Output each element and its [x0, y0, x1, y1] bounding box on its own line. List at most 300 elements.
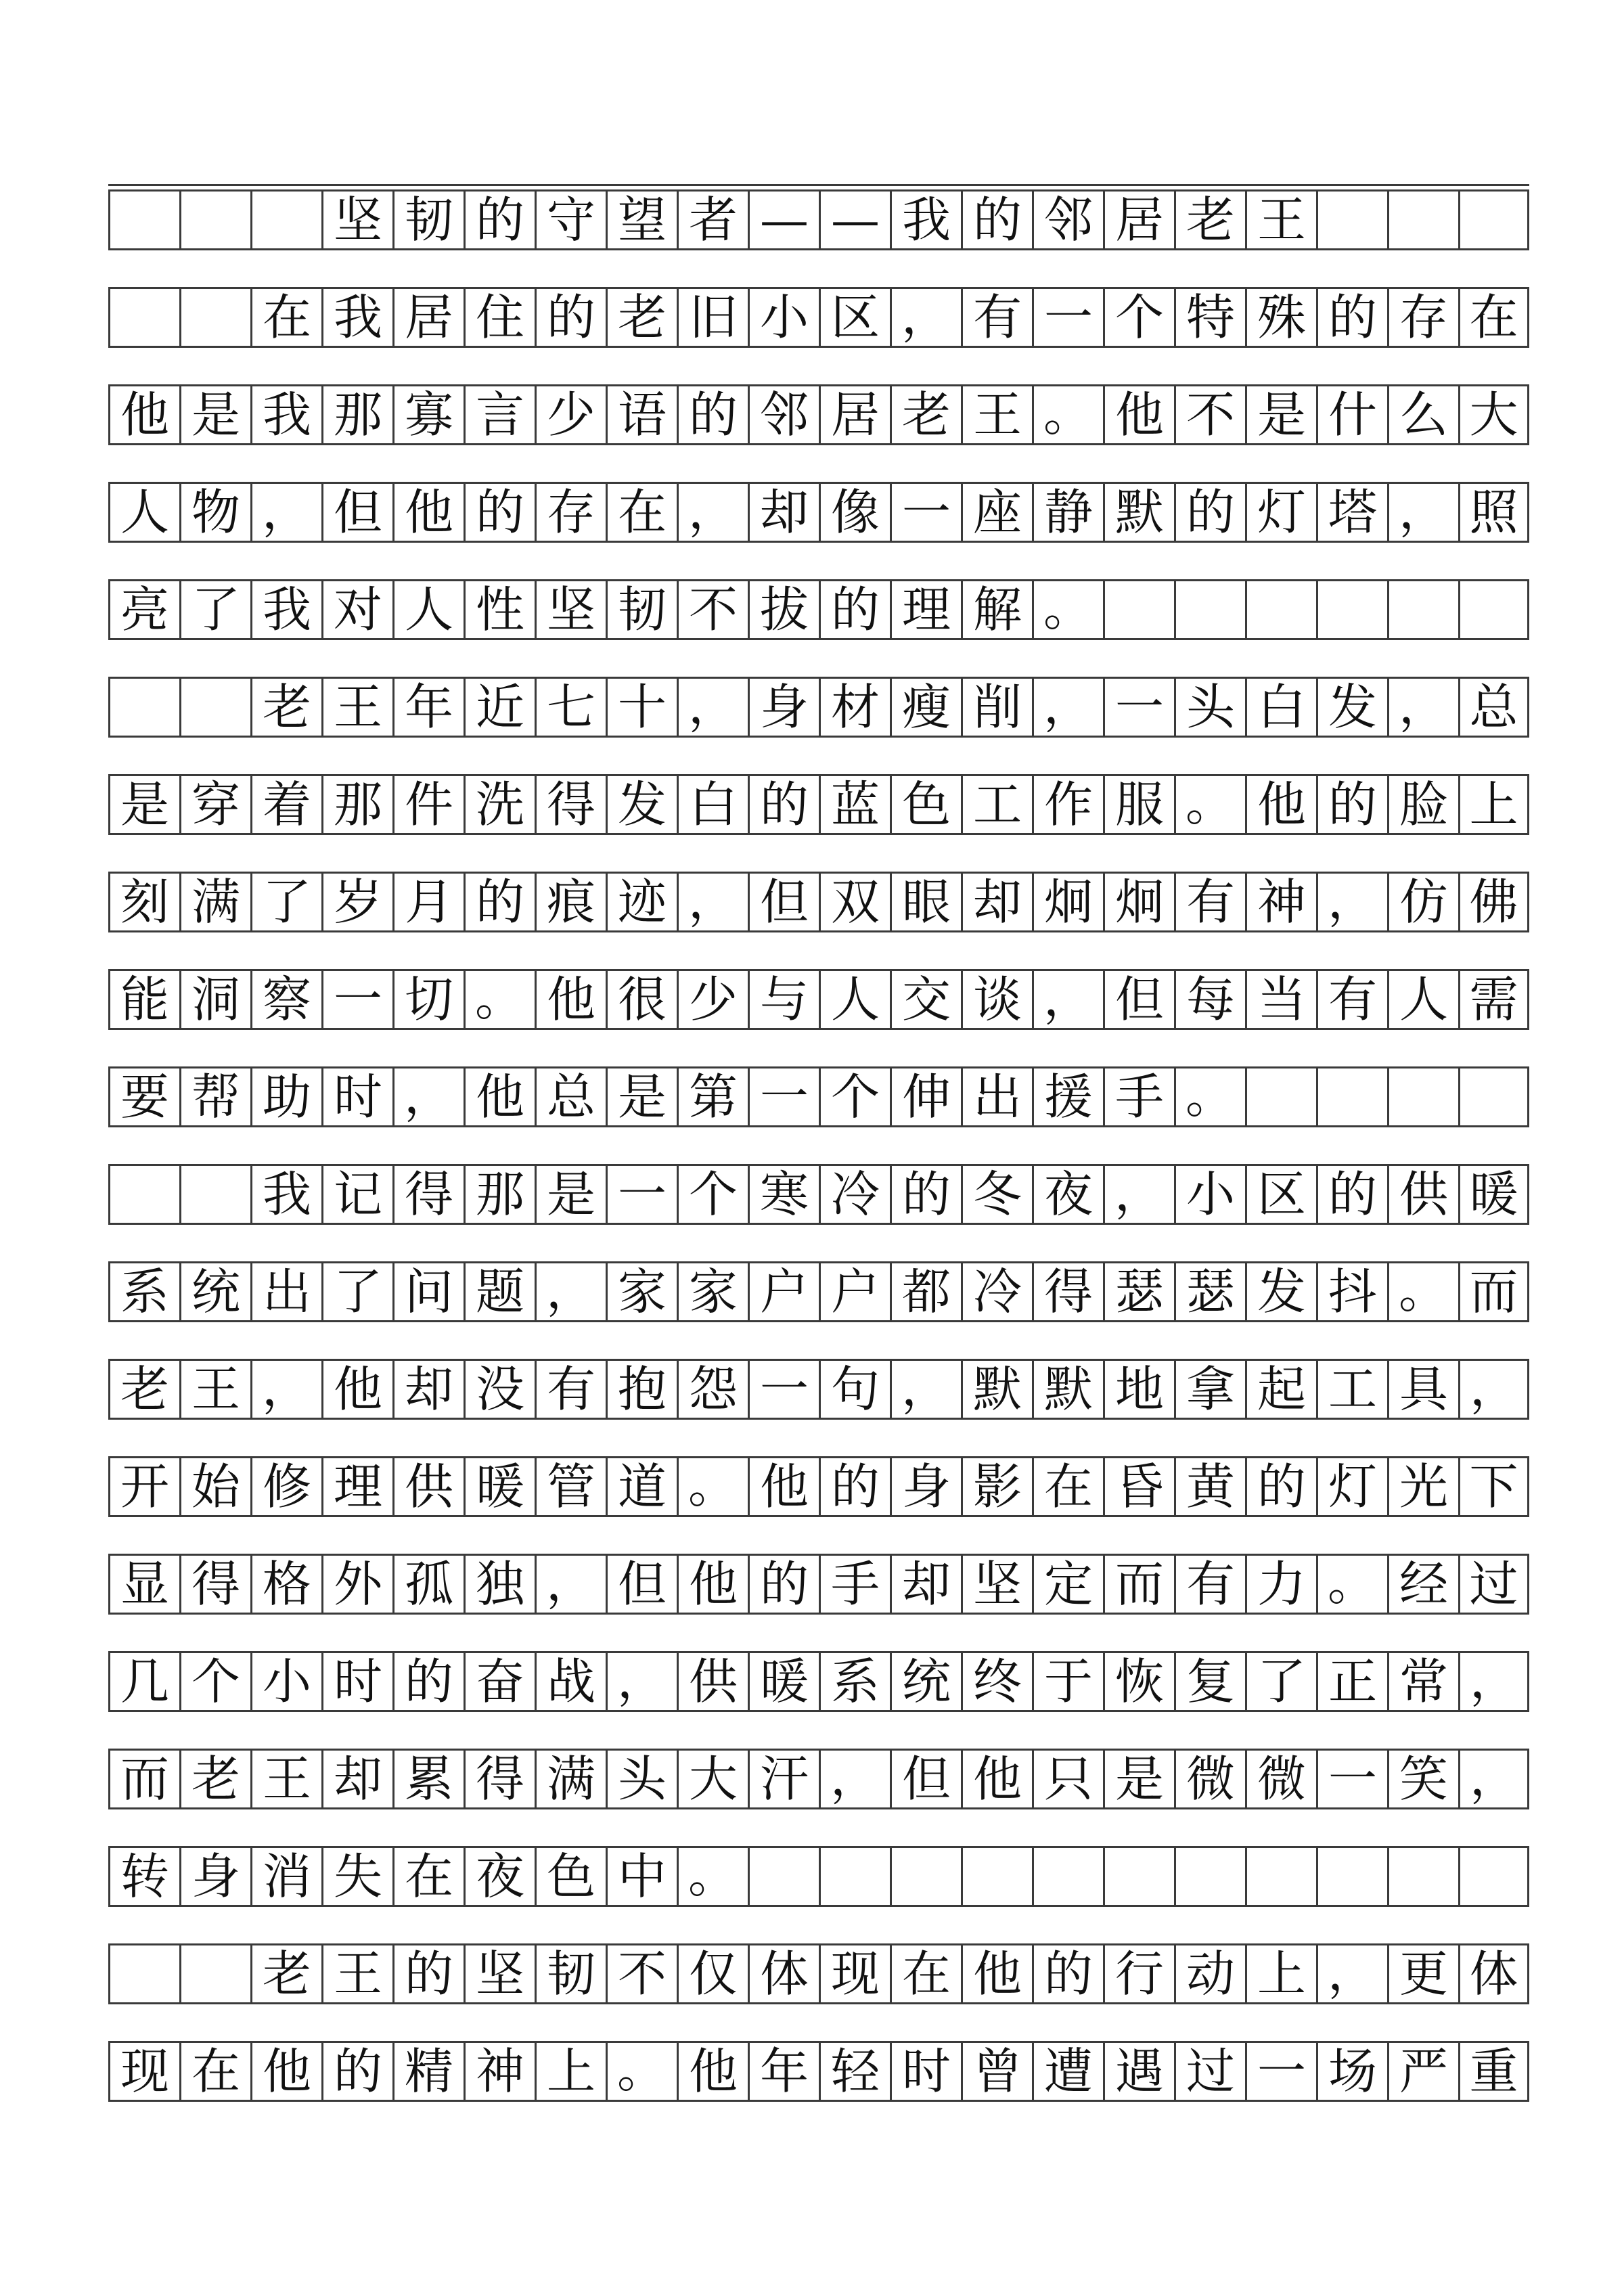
grid-cell: 居 — [392, 289, 464, 346]
grid-cell: 了 — [1245, 1653, 1316, 1710]
grid-cell: 岁 — [321, 874, 392, 930]
grid-cell: 上 — [535, 2043, 606, 2100]
grid-cell: 一 — [1316, 1751, 1387, 1807]
grid-cell: 个 — [819, 1068, 890, 1125]
grid-cell: 恢 — [1103, 1653, 1174, 1710]
grid-cell: 夜 — [1032, 1166, 1103, 1223]
grid-cell: 王 — [321, 1945, 392, 2002]
grid-cell: 怨 — [677, 1361, 748, 1418]
grid-cell: 身 — [748, 679, 819, 736]
grid-cell: ， — [392, 1068, 464, 1125]
grid-cell: ， — [677, 679, 748, 736]
grid-cell: 现 — [108, 2043, 179, 2100]
grid-cell: ， — [1316, 874, 1387, 930]
grid-cell: 瑟 — [1103, 1263, 1174, 1320]
grid-cell: 灯 — [1245, 484, 1316, 541]
grid-cell: 谈 — [961, 971, 1032, 1028]
grid-cell: 。 — [677, 1848, 748, 1905]
empty-grid-cell — [1174, 1848, 1245, 1905]
grid-cell: 月 — [392, 874, 464, 930]
grid-cell: 存 — [1387, 289, 1458, 346]
grid-cell: 头 — [1174, 679, 1245, 736]
grid-cell: 小 — [250, 1653, 321, 1710]
grid-cell: 身 — [179, 1848, 250, 1905]
grid-cell: 痕 — [535, 874, 606, 930]
grid-cell: 却 — [748, 484, 819, 541]
grid-cell: 夜 — [464, 1848, 535, 1905]
grid-cell: 十 — [606, 679, 677, 736]
grid-cell: 件 — [392, 776, 464, 833]
grid-cell: 一 — [1245, 2043, 1316, 2100]
grid-cell: 黄 — [1174, 1458, 1245, 1515]
grid-cell: 的 — [677, 386, 748, 443]
grid-cell: ， — [890, 1361, 961, 1418]
grid-cell: 很 — [606, 971, 677, 1028]
grid-cell: 曾 — [961, 2043, 1032, 2100]
empty-grid-cell — [108, 1945, 179, 2002]
grid-cell: 在 — [1032, 1458, 1103, 1515]
grid-cell: 默 — [1032, 1361, 1103, 1418]
grid-cell: 个 — [1103, 289, 1174, 346]
grid-cell: 管 — [535, 1458, 606, 1515]
grid-cell: 寒 — [748, 1166, 819, 1223]
text-row — [108, 677, 1529, 738]
grid-cell: 时 — [321, 1068, 392, 1125]
grid-cell: 暖 — [464, 1458, 535, 1515]
grid-cell: — — [748, 192, 819, 248]
grid-cell: 失 — [321, 1848, 392, 1905]
grid-cell: 炯 — [1103, 874, 1174, 930]
grid-cell: 个 — [677, 1166, 748, 1223]
grid-cell: 默 — [1103, 484, 1174, 541]
grid-cell: 韧 — [535, 1945, 606, 2002]
text-row — [108, 1749, 1529, 1809]
grid-cell: ， — [1032, 971, 1103, 1028]
grid-cell: 抱 — [606, 1361, 677, 1418]
grid-cell: 统 — [890, 1653, 961, 1710]
grid-cell: 在 — [179, 2043, 250, 2100]
grid-cell: 仅 — [677, 1945, 748, 2002]
grid-cell: 的 — [890, 1166, 961, 1223]
empty-grid-cell — [1245, 1068, 1316, 1125]
empty-grid-cell — [179, 1945, 250, 2002]
grid-cell: 记 — [321, 1166, 392, 1223]
grid-cell: 迹 — [606, 874, 677, 930]
grid-cell: 要 — [108, 1068, 179, 1125]
grid-cell: 佛 — [1458, 874, 1529, 930]
grid-cell: ， — [250, 484, 321, 541]
grid-cell: 抖 — [1316, 1263, 1387, 1320]
grid-cell: 家 — [606, 1263, 677, 1320]
grid-cell: 严 — [1387, 2043, 1458, 2100]
grid-cell: 王 — [961, 386, 1032, 443]
grid-cell: 系 — [108, 1263, 179, 1320]
grid-cell: 。 — [1316, 1556, 1387, 1613]
empty-grid-cell — [250, 192, 321, 248]
text-row — [108, 872, 1529, 932]
grid-cell: 的 — [748, 776, 819, 833]
grid-cell: 那 — [464, 1166, 535, 1223]
empty-grid-cell — [1245, 581, 1316, 638]
grid-cell: 一 — [890, 484, 961, 541]
grid-cell: 手 — [819, 1556, 890, 1613]
grid-cell: 他 — [961, 1945, 1032, 2002]
empty-grid-cell — [1458, 192, 1529, 248]
grid-cell: 但 — [321, 484, 392, 541]
grid-cell: 刻 — [108, 874, 179, 930]
grid-cell: 那 — [321, 776, 392, 833]
grid-cell: 言 — [464, 386, 535, 443]
grid-cell: 少 — [677, 971, 748, 1028]
grid-cell: 人 — [1387, 971, 1458, 1028]
grid-cell: 的 — [464, 874, 535, 930]
grid-cell: 更 — [1387, 1945, 1458, 2002]
grid-cell: 工 — [1316, 1361, 1387, 1418]
grid-cell: 有 — [1174, 874, 1245, 930]
grid-cell: 伸 — [890, 1068, 961, 1125]
grid-cell: 暖 — [1458, 1166, 1529, 1223]
grid-cell: 体 — [748, 1945, 819, 2002]
grid-cell: 修 — [250, 1458, 321, 1515]
grid-cell: 他 — [677, 2043, 748, 2100]
grid-top-line — [108, 184, 1529, 186]
empty-grid-cell — [179, 1166, 250, 1223]
grid-cell: 显 — [108, 1556, 179, 1613]
empty-grid-cell — [1174, 581, 1245, 638]
grid-cell: 的 — [464, 192, 535, 248]
grid-cell: 守 — [535, 192, 606, 248]
grid-cell: 独 — [464, 1556, 535, 1613]
grid-cell: 遇 — [1103, 2043, 1174, 2100]
empty-grid-cell — [1458, 581, 1529, 638]
grid-cell: 动 — [1174, 1945, 1245, 2002]
grid-cell: 察 — [250, 971, 321, 1028]
grid-cell: 人 — [108, 484, 179, 541]
text-row — [108, 2041, 1529, 2102]
grid-cell: 他 — [392, 484, 464, 541]
grid-cell: 体 — [1458, 1945, 1529, 2002]
grid-cell: 住 — [464, 289, 535, 346]
grid-cell: ， — [1387, 679, 1458, 736]
text-row — [108, 482, 1529, 543]
grid-cell: 年 — [392, 679, 464, 736]
grid-cell: ， — [1032, 679, 1103, 736]
grid-cell: 都 — [890, 1263, 961, 1320]
grid-cell: 常 — [1387, 1653, 1458, 1710]
grid-cell: 我 — [250, 386, 321, 443]
empty-grid-cell — [819, 1848, 890, 1905]
grid-cell: 在 — [890, 1945, 961, 2002]
empty-grid-cell — [1387, 1068, 1458, 1125]
grid-cell: 轻 — [819, 2043, 890, 2100]
grid-cell: 。 — [606, 2043, 677, 2100]
grid-cell: 场 — [1316, 2043, 1387, 2100]
grid-cell: 每 — [1174, 971, 1245, 1028]
grid-cell: 他 — [1245, 776, 1316, 833]
empty-grid-cell — [108, 679, 179, 736]
grid-cell: 但 — [1103, 971, 1174, 1028]
grid-cell: 的 — [1245, 1458, 1316, 1515]
grid-cell: 默 — [961, 1361, 1032, 1418]
grid-cell: 老 — [179, 1751, 250, 1807]
grid-cell: 。 — [1032, 386, 1103, 443]
grid-cell: 笑 — [1387, 1751, 1458, 1807]
grid-cell: 座 — [961, 484, 1032, 541]
grid-cell: 王 — [1245, 192, 1316, 248]
grid-cell: 那 — [321, 386, 392, 443]
grid-cell: 他 — [321, 1361, 392, 1418]
grid-cell: 韧 — [606, 581, 677, 638]
grid-cell: 。 — [1174, 1068, 1245, 1125]
empty-grid-cell — [1387, 1848, 1458, 1905]
grid-cell: 双 — [819, 874, 890, 930]
grid-cell: 坚 — [464, 1945, 535, 2002]
grid-cell: 微 — [1245, 1751, 1316, 1807]
grid-cell: 下 — [1458, 1458, 1529, 1515]
grid-cell: 色 — [535, 1848, 606, 1905]
empty-grid-cell — [1316, 1068, 1387, 1125]
grid-cell: 的 — [1316, 776, 1387, 833]
grid-cell: 统 — [179, 1263, 250, 1320]
grid-cell: 的 — [1316, 289, 1387, 346]
grid-cell: 七 — [535, 679, 606, 736]
grid-cell: 是 — [1103, 1751, 1174, 1807]
grid-cell: 满 — [179, 874, 250, 930]
text-row — [108, 579, 1529, 640]
grid-cell: 解 — [961, 581, 1032, 638]
grid-cell: 与 — [748, 971, 819, 1028]
grid-cell: 第 — [677, 1068, 748, 1125]
grid-cell: 援 — [1032, 1068, 1103, 1125]
text-row — [108, 774, 1529, 835]
grid-cell: 人 — [392, 581, 464, 638]
grid-cell: 邻 — [1032, 192, 1103, 248]
grid-cell: 的 — [819, 1458, 890, 1515]
empty-grid-cell — [179, 679, 250, 736]
empty-grid-cell — [890, 1848, 961, 1905]
grid-cell: 却 — [321, 1751, 392, 1807]
grid-cell: 拿 — [1174, 1361, 1245, 1418]
grid-cell: ， — [1458, 1751, 1529, 1807]
grid-cell: 老 — [606, 289, 677, 346]
grid-cell: 上 — [1245, 1945, 1316, 2002]
grid-cell: 帮 — [179, 1068, 250, 1125]
grid-cell: 格 — [250, 1556, 321, 1613]
grid-cell: 他 — [535, 971, 606, 1028]
grid-cell: 力 — [1245, 1556, 1316, 1613]
grid-cell: ， — [677, 484, 748, 541]
grid-cell: 不 — [1174, 386, 1245, 443]
grid-cell: 灯 — [1316, 1458, 1387, 1515]
grid-cell: 居 — [1103, 192, 1174, 248]
grid-cell: 一 — [1103, 679, 1174, 736]
text-row — [108, 287, 1529, 348]
grid-cell: 我 — [250, 1166, 321, 1223]
grid-cell: ， — [1103, 1166, 1174, 1223]
grid-cell: 。 — [464, 971, 535, 1028]
grid-cell: 瘦 — [890, 679, 961, 736]
grid-cell: 在 — [250, 289, 321, 346]
grid-cell: 的 — [1032, 1945, 1103, 2002]
grid-cell: 经 — [1387, 1556, 1458, 1613]
grid-cell: 汗 — [748, 1751, 819, 1807]
grid-cell: 坚 — [535, 581, 606, 638]
grid-cell: 我 — [890, 192, 961, 248]
grid-cell: 没 — [464, 1361, 535, 1418]
grid-cell: 炯 — [1032, 874, 1103, 930]
empty-grid-cell — [748, 1848, 819, 1905]
text-row — [108, 1359, 1529, 1420]
grid-cell: 得 — [464, 1751, 535, 1807]
grid-cell: 老 — [890, 386, 961, 443]
grid-cell: 得 — [1032, 1263, 1103, 1320]
grid-cell: 系 — [819, 1653, 890, 1710]
grid-cell: 起 — [1245, 1361, 1316, 1418]
grid-cell: 近 — [464, 679, 535, 736]
grid-cell: 他 — [464, 1068, 535, 1125]
grid-cell: 一 — [1032, 289, 1103, 346]
grid-cell: ， — [606, 1653, 677, 1710]
grid-cell: 殊 — [1245, 289, 1316, 346]
grid-cell: 么 — [1387, 386, 1458, 443]
grid-cell: 正 — [1316, 1653, 1387, 1710]
grid-cell: 问 — [392, 1263, 464, 1320]
grid-cell: 地 — [1103, 1361, 1174, 1418]
grid-cell: 一 — [606, 1166, 677, 1223]
empty-grid-cell — [1316, 581, 1387, 638]
grid-cell: 着 — [250, 776, 321, 833]
grid-cell: 的 — [819, 581, 890, 638]
grid-cell: 需 — [1458, 971, 1529, 1028]
grid-cell: 题 — [464, 1263, 535, 1320]
grid-cell: — — [819, 192, 890, 248]
grid-cell: 是 — [1245, 386, 1316, 443]
grid-cell: 的 — [961, 192, 1032, 248]
grid-cell: 重 — [1458, 2043, 1529, 2100]
grid-cell: 区 — [1245, 1166, 1316, 1223]
grid-cell: 发 — [1316, 679, 1387, 736]
text-row — [108, 1554, 1529, 1615]
grid-cell: 时 — [890, 2043, 961, 2100]
grid-cell: 战 — [535, 1653, 606, 1710]
grid-cell: ， — [1458, 1361, 1529, 1418]
empty-grid-cell — [1316, 192, 1387, 248]
grid-cell: 在 — [1458, 289, 1529, 346]
grid-cell: 总 — [1458, 679, 1529, 736]
empty-grid-cell — [1316, 1848, 1387, 1905]
grid-cell: ， — [1387, 484, 1458, 541]
grid-cell: 脸 — [1387, 776, 1458, 833]
grid-cell: 孤 — [392, 1556, 464, 1613]
empty-grid-cell — [1387, 581, 1458, 638]
grid-cell: 行 — [1103, 1945, 1174, 2002]
grid-cell: 塔 — [1316, 484, 1387, 541]
grid-cell: 王 — [250, 1751, 321, 1807]
grid-cell: ， — [1316, 1945, 1387, 2002]
grid-cell: 供 — [392, 1458, 464, 1515]
grid-cell: ， — [535, 1556, 606, 1613]
grid-cell: 理 — [890, 581, 961, 638]
grid-cell: 是 — [606, 1068, 677, 1125]
grid-cell: 但 — [748, 874, 819, 930]
empty-grid-cell — [108, 1166, 179, 1223]
grid-cell: 他 — [108, 386, 179, 443]
grid-cell: 服 — [1103, 776, 1174, 833]
grid-cell: 他 — [677, 1556, 748, 1613]
grid-cell: 得 — [179, 1556, 250, 1613]
grid-cell: 年 — [748, 2043, 819, 2100]
grid-cell: 他 — [961, 1751, 1032, 1807]
text-row — [108, 1846, 1529, 1907]
grid-cell: 白 — [677, 776, 748, 833]
grid-cell: 遭 — [1032, 2043, 1103, 2100]
grid-cell: 开 — [108, 1458, 179, 1515]
grid-cell: 寡 — [392, 386, 464, 443]
grid-cell: 切 — [392, 971, 464, 1028]
grid-cell: 区 — [819, 289, 890, 346]
grid-cell: 一 — [748, 1068, 819, 1125]
text-row — [108, 1651, 1529, 1712]
grid-cell: 材 — [819, 679, 890, 736]
grid-cell: 旧 — [677, 289, 748, 346]
grid-cell: 我 — [321, 289, 392, 346]
grid-cell: 累 — [392, 1751, 464, 1807]
grid-cell: 消 — [250, 1848, 321, 1905]
grid-cell: 外 — [321, 1556, 392, 1613]
grid-cell: 在 — [606, 484, 677, 541]
grid-cell: 仿 — [1387, 874, 1458, 930]
grid-cell: 人 — [819, 971, 890, 1028]
grid-cell: 只 — [1032, 1751, 1103, 1807]
text-row — [108, 384, 1529, 445]
grid-cell: 瑟 — [1174, 1263, 1245, 1320]
text-row — [108, 1943, 1529, 2004]
grid-cell: 坚 — [961, 1556, 1032, 1613]
grid-cell: 具 — [1387, 1361, 1458, 1418]
grid-cell: 有 — [1174, 1556, 1245, 1613]
grid-cell: 的 — [1174, 484, 1245, 541]
grid-cell: 蓝 — [819, 776, 890, 833]
empty-grid-cell — [1458, 1068, 1529, 1125]
grid-cell: 头 — [606, 1751, 677, 1807]
grid-cell: 光 — [1387, 1458, 1458, 1515]
empty-grid-cell — [1032, 1848, 1103, 1905]
grid-cell: 存 — [535, 484, 606, 541]
grid-cell: 奋 — [464, 1653, 535, 1710]
grid-cell: 户 — [748, 1263, 819, 1320]
grid-cell: 影 — [961, 1458, 1032, 1515]
grid-cell: 了 — [250, 874, 321, 930]
grid-cell: 他 — [250, 2043, 321, 2100]
empty-grid-cell — [108, 192, 179, 248]
grid-cell: 定 — [1032, 1556, 1103, 1613]
grid-cell: 而 — [108, 1751, 179, 1807]
grid-cell: 了 — [179, 581, 250, 638]
grid-cell: 像 — [819, 484, 890, 541]
title-row — [108, 189, 1529, 250]
grid-cell: 却 — [890, 1556, 961, 1613]
grid-cell: ， — [890, 289, 961, 346]
grid-cell: 中 — [606, 1848, 677, 1905]
grid-cell: 拔 — [748, 581, 819, 638]
grid-cell: 眼 — [890, 874, 961, 930]
grid-cell: 交 — [890, 971, 961, 1028]
grid-cell: 少 — [535, 386, 606, 443]
grid-cell: 总 — [535, 1068, 606, 1125]
grid-cell: 的 — [392, 1653, 464, 1710]
grid-cell: 现 — [819, 1945, 890, 2002]
grid-cell: 但 — [890, 1751, 961, 1807]
